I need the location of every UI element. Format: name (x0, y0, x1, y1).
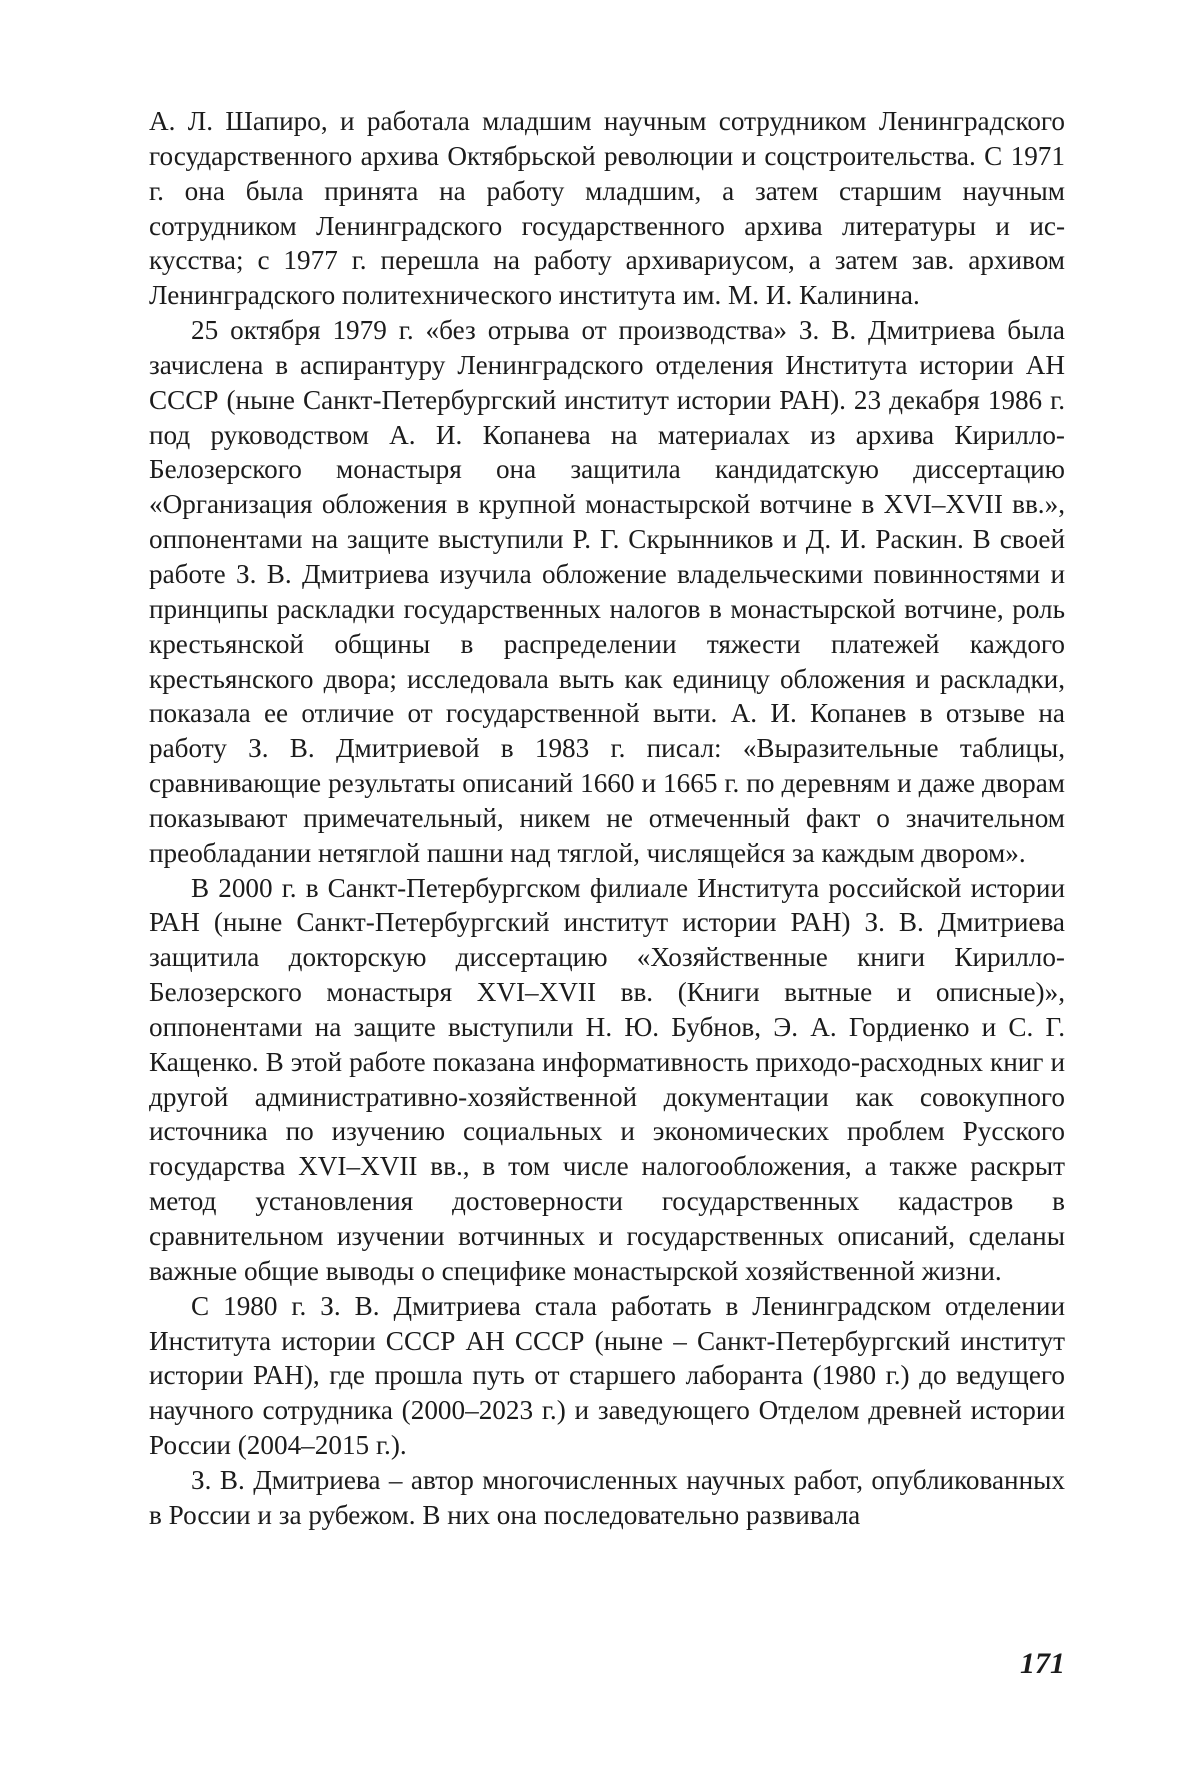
page-number: 171 (149, 1647, 1065, 1681)
paragraph-4: С 1980 г. З. В. Дмитриева стала работать в Ленинградском отделении Института истории СССР АН СССР (ныне – Санкт-Петербургский ин­ститут истории РАН), где прошла путь от старшего лаборанта (1980 г.) до ведущего научного сотрудника (2000–2023 г.) и заведующего Отделом древней истории России (2004–2015 г.). (149, 1289, 1065, 1463)
page-body (149, 104, 1065, 1533)
paragraph-3: В 2000 г. в Санкт-Петербургском филиале Института российской исто­рии РАН (ныне Санкт-Петербургский институт истории РАН) З. В. Дми­триева защитила докторскую диссертацию «Хозяйственные книги Кирилло-Белозерского монастыря XVI–XVII вв. (Книги вытные и опис­ные)», оппонентами на защите выступили Н. Ю. Бубнов, Э. А. Гордиенко и С. Г. Кащенко. В этой работе показана информативность приходо-рас­ходных книг и другой административно-хозяйственной документации как совокупного источника по изучению социальных и экономических проблем Русского государства XVI–XVII вв., в том числе налогообложе­ния, а также раскрыт метод установления достоверности государствен­ных кадастров в сравнительном изучении вотчинных и государственных описаний, сделаны важные общие выводы о специфике монастырской хозяйственной жизни. (149, 871, 1065, 1289)
paragraph-1: А. Л. Шапиро, и работала младшим научным сотрудником Ленинградско­го государственного архива Октябрьской революции и соцстроительства. С 1971 г. она была принята на работу младшим, а затем старшим научным сотрудником Ленинградского государственного архива литературы и ис­кусства; с 1977 г. перешла на работу архивариусом, а затем зав. архивом Ленинградского политехнического института им. М. И. Калинина. (149, 104, 1065, 313)
paragraph-5: З. В. Дмитриева – автор многочисленных научных работ, опублико­ванных в России и за рубежом. В них она последовательно развивала (149, 1463, 1065, 1533)
paragraph-2: 25 октября 1979 г. «без отрыва от производства» З. В. Дмитриева была зачислена в аспирантуру Ленинградского отделения Института истории АН СССР (ныне Санкт-Петербургский институт истории РАН). 23 декабря 1986 г. под руководством А. И. Копанева на материалах из архива Кирилло-Белозерского монастыря она защитила кандидатскую диссертацию «Организация обложения в крупной монастырской вотчине в XVI–XVII вв.», оппонентами на защите выступили Р. Г. Скрынников и Д. И. Раскин. В своей работе З. В. Дмитриева изучила обложение вла­дельческими повинностями и принципы раскладки государственных налогов в монастырской вотчине, роль крестьянской общины в распре­делении тяжести платежей каждого крестьянского двора; исследовала выть как единицу обложения и раскладки, показала ее отличие от госу­дарственной выти. А. И. Копанев в отзыве на работу З. В. Дмитриевой в 1983 г. писал: «Выразительные таблицы, сравнивающие результаты описаний 1660 и 1665 г. по деревням и даже дворам показывают при­мечательный, никем не отмеченный факт о значительном преобладании нетяглой пашни над тяглой, числящейся за каждым двором». (149, 313, 1065, 871)
